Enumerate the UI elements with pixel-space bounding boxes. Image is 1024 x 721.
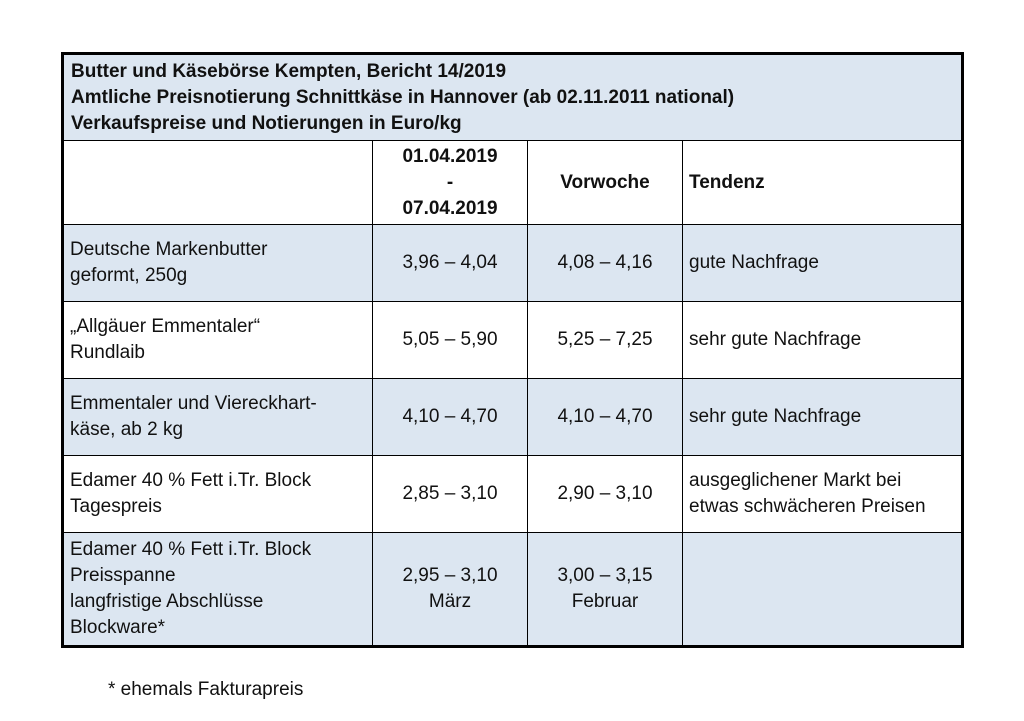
product-cell xyxy=(63,533,373,647)
table-row xyxy=(63,225,963,302)
product-cell xyxy=(63,379,373,456)
current-price-month: März xyxy=(428,591,472,612)
product-detail: langfristige Abschlüsse xyxy=(70,591,264,612)
current-price: 3,96 – 4,04 xyxy=(373,225,528,302)
product-detail: käse, ab 2 kg xyxy=(70,419,184,440)
current-price-range: 2,95 – 3,10 xyxy=(402,565,498,586)
previous-price-range: 3,00 – 3,15 xyxy=(557,565,653,586)
column-header-previous: Vorwoche xyxy=(528,141,683,225)
table-row xyxy=(63,379,963,456)
price-report-table xyxy=(61,52,964,648)
previous-price: 4,08 – 4,16 xyxy=(528,225,683,302)
previous-price: 4,10 – 4,70 xyxy=(528,379,683,456)
product-cell xyxy=(63,302,373,379)
product-cell xyxy=(63,225,373,302)
period-start: 01.04.2019 xyxy=(402,145,498,167)
column-header-product xyxy=(63,141,373,225)
column-header-period xyxy=(373,141,528,225)
table-row xyxy=(63,456,963,533)
report-title: Butter und Käsebörse Kempten, Bericht 14/2019 xyxy=(71,61,507,82)
product-detail: Preisspanne xyxy=(70,565,176,586)
product-name: Deutsche Markenbutter xyxy=(70,239,268,260)
product-detail: geformt, 250g xyxy=(70,265,188,286)
current-price: 5,05 – 5,90 xyxy=(373,302,528,379)
product-name: „Allgäuer Emmentaler“ xyxy=(70,316,261,337)
footnote: * ehemals Fakturapreis xyxy=(108,679,304,700)
table-row xyxy=(63,302,963,379)
product-name: Edamer 40 % Fett i.Tr. Block xyxy=(70,539,312,560)
previous-price xyxy=(528,533,683,647)
product-detail: Rundlaib xyxy=(70,342,145,363)
current-price: 2,85 – 3,10 xyxy=(373,456,528,533)
report-unit-note: Verkaufspreise und Notierungen in Euro/kg xyxy=(71,113,462,134)
current-price xyxy=(373,533,528,647)
product-detail: Blockware* xyxy=(70,617,166,638)
trend-cell xyxy=(683,533,963,647)
trend-line: etwas schwächeren Preisen xyxy=(689,496,926,517)
trend-cell: sehr gute Nachfrage xyxy=(683,379,963,456)
previous-price: 5,25 – 7,25 xyxy=(528,302,683,379)
column-header-row xyxy=(63,141,963,225)
trend-cell: gute Nachfrage xyxy=(683,225,963,302)
trend-cell: sehr gute Nachfrage xyxy=(683,302,963,379)
product-cell xyxy=(63,456,373,533)
report-subtitle: Amtliche Preisnotierung Schnittkäse in Hannover (ab 02.11.2011 national) xyxy=(71,87,735,108)
report-header xyxy=(63,54,963,141)
previous-price: 2,90 – 3,10 xyxy=(528,456,683,533)
product-name: Edamer 40 % Fett i.Tr. Block xyxy=(70,470,312,491)
column-header-trend: Tendenz xyxy=(683,141,963,225)
report-header-row xyxy=(63,54,963,141)
trend-cell xyxy=(683,456,963,533)
product-detail: Tagespreis xyxy=(70,496,162,517)
current-price: 4,10 – 4,70 xyxy=(373,379,528,456)
trend-line: ausgeglichener Markt bei xyxy=(689,470,902,491)
period-end: 07.04.2019 xyxy=(402,197,498,219)
table-row xyxy=(63,533,963,647)
previous-price-month: Februar xyxy=(571,591,639,612)
period-separator: - xyxy=(446,171,454,193)
product-name: Emmentaler und Viereckhart- xyxy=(70,393,317,414)
